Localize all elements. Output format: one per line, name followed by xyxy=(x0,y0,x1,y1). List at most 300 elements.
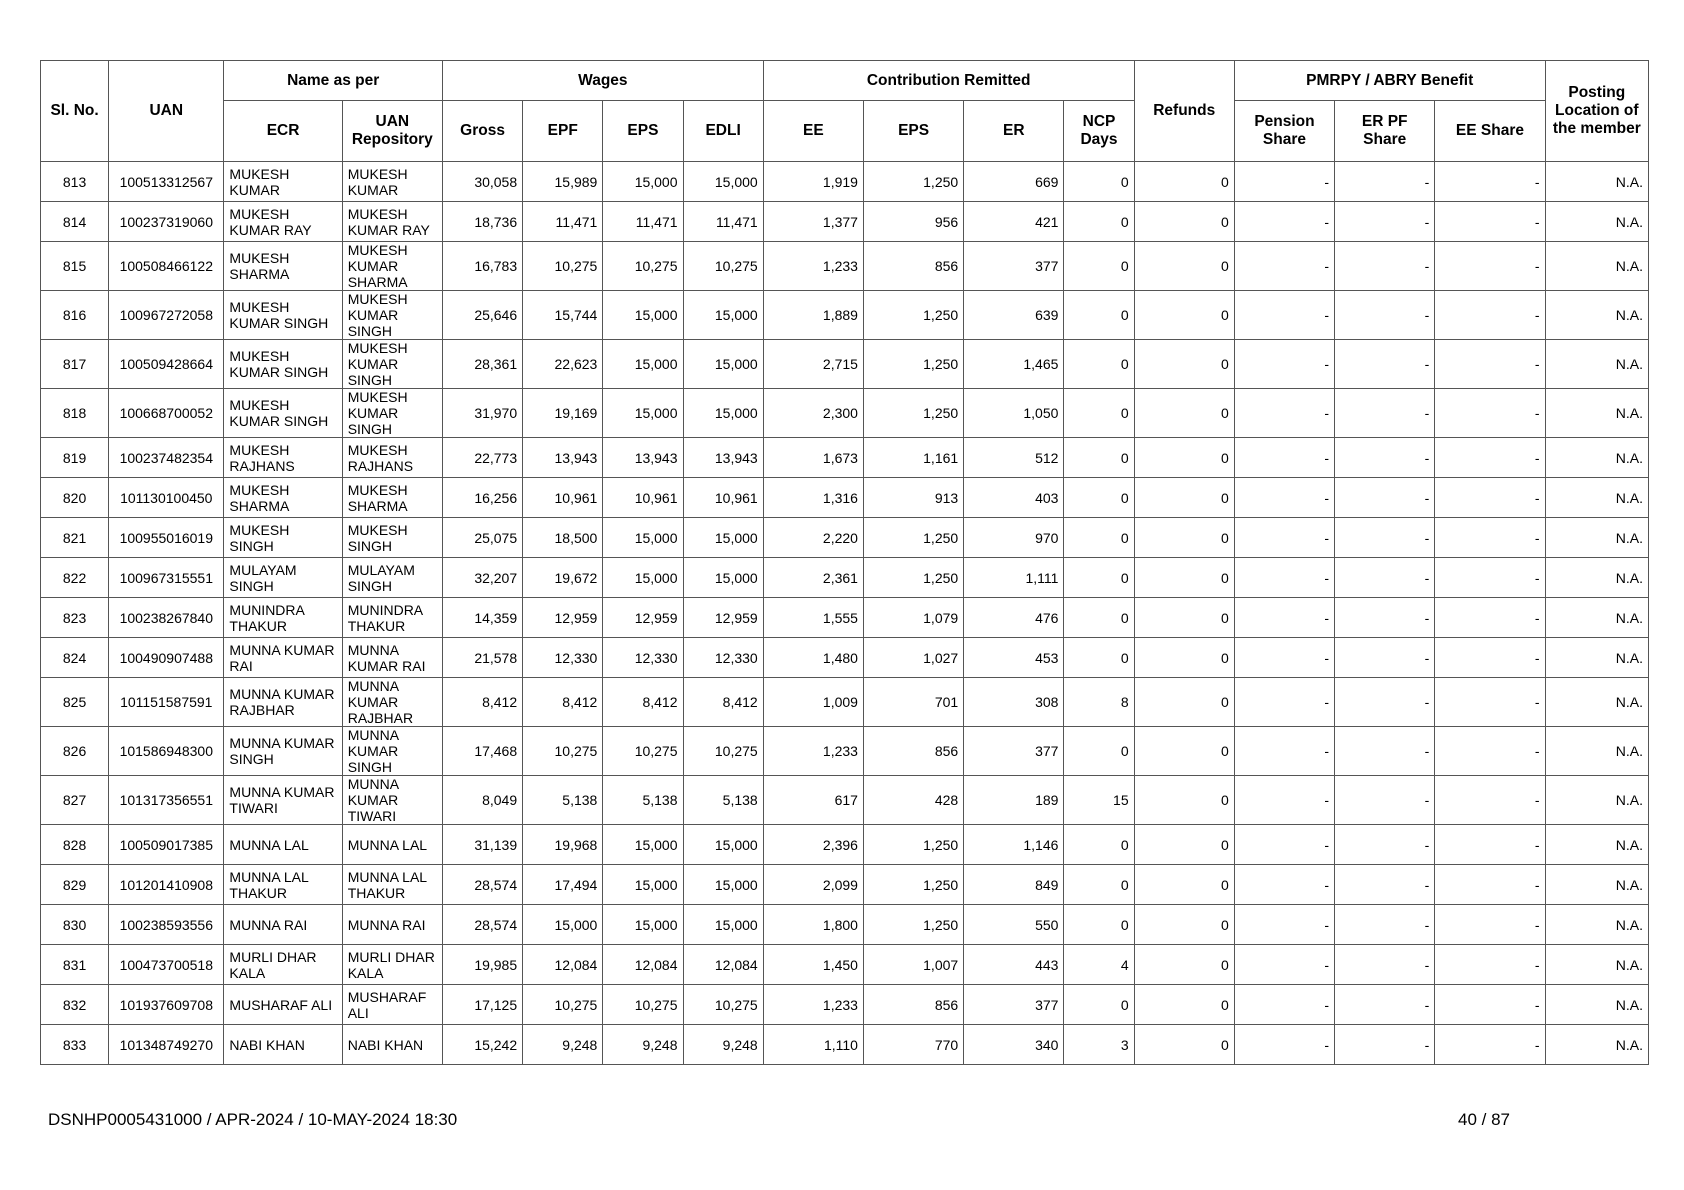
header-epf: EPF xyxy=(523,101,603,162)
cell-sl-no: 830 xyxy=(41,905,109,945)
cell-contribution-eps: 956 xyxy=(863,202,963,242)
cell-er-pf-share: - xyxy=(1335,985,1435,1025)
cell-epf: 22,623 xyxy=(523,340,603,389)
header-ee: EE xyxy=(763,101,863,162)
cell-ecr-name: MUNNA KUMAR TIWARI xyxy=(224,776,342,825)
cell-sl-no: 814 xyxy=(41,202,109,242)
cell-uan: 100513312567 xyxy=(109,162,224,202)
table-row xyxy=(41,945,1649,985)
cell-contribution-eps: 1,027 xyxy=(863,638,963,678)
cell-ncp-days: 15 xyxy=(1064,776,1134,825)
table-row xyxy=(41,865,1649,905)
cell-ee-share: - xyxy=(1435,291,1545,340)
cell-ee-share: - xyxy=(1435,776,1545,825)
cell-epf: 19,169 xyxy=(523,389,603,438)
cell-refunds: 0 xyxy=(1134,242,1234,291)
cell-pension-share: - xyxy=(1234,678,1334,727)
cell-repo-name: MUNNA KUMAR RAI xyxy=(342,638,442,678)
cell-gross: 32,207 xyxy=(442,558,522,598)
cell-uan: 101348749270 xyxy=(109,1025,224,1065)
cell-er: 377 xyxy=(964,727,1064,776)
cell-pension-share: - xyxy=(1234,389,1334,438)
table-row xyxy=(41,202,1649,242)
cell-pension-share: - xyxy=(1234,945,1334,985)
cell-posting-location: N.A. xyxy=(1545,518,1648,558)
cell-ncp-days: 0 xyxy=(1064,340,1134,389)
cell-ee-share: - xyxy=(1435,865,1545,905)
table-row xyxy=(41,478,1649,518)
cell-pension-share: - xyxy=(1234,776,1334,825)
cell-ee-share: - xyxy=(1435,945,1545,985)
cell-ee-share: - xyxy=(1435,825,1545,865)
table-row xyxy=(41,558,1649,598)
cell-pension-share: - xyxy=(1234,985,1334,1025)
cell-refunds: 0 xyxy=(1134,389,1234,438)
cell-epf: 5,138 xyxy=(523,776,603,825)
cell-epf: 10,961 xyxy=(523,478,603,518)
table-row xyxy=(41,825,1649,865)
cell-epf: 9,248 xyxy=(523,1025,603,1065)
cell-edli: 15,000 xyxy=(683,291,763,340)
cell-sl-no: 831 xyxy=(41,945,109,985)
cell-pension-share: - xyxy=(1234,438,1334,478)
cell-ecr-name: MURLI DHAR KALA xyxy=(224,945,342,985)
cell-er-pf-share: - xyxy=(1335,678,1435,727)
cell-ee-share: - xyxy=(1435,558,1545,598)
header-gross: Gross xyxy=(442,101,522,162)
header-uan: UAN xyxy=(109,61,224,162)
cell-ecr-name: MUSHARAF ALI xyxy=(224,985,342,1025)
cell-ncp-days: 0 xyxy=(1064,727,1134,776)
cell-ee-share: - xyxy=(1435,727,1545,776)
cell-sl-no: 822 xyxy=(41,558,109,598)
cell-er: 421 xyxy=(964,202,1064,242)
cell-edli: 5,138 xyxy=(683,776,763,825)
cell-contribution-eps: 1,079 xyxy=(863,598,963,638)
cell-edli: 13,943 xyxy=(683,438,763,478)
cell-refunds: 0 xyxy=(1134,638,1234,678)
cell-gross: 16,256 xyxy=(442,478,522,518)
cell-er: 308 xyxy=(964,678,1064,727)
cell-ncp-days: 8 xyxy=(1064,678,1134,727)
cell-eps: 10,275 xyxy=(603,985,683,1025)
cell-gross: 17,468 xyxy=(442,727,522,776)
cell-uan: 100967272058 xyxy=(109,291,224,340)
cell-ncp-days: 4 xyxy=(1064,945,1134,985)
cell-eps: 8,412 xyxy=(603,678,683,727)
cell-posting-location: N.A. xyxy=(1545,865,1648,905)
cell-refunds: 0 xyxy=(1134,825,1234,865)
cell-er-pf-share: - xyxy=(1335,727,1435,776)
cell-uan: 101201410908 xyxy=(109,865,224,905)
cell-ecr-name: MUNNA LAL THAKUR xyxy=(224,865,342,905)
cell-sl-no: 813 xyxy=(41,162,109,202)
cell-er-pf-share: - xyxy=(1335,825,1435,865)
cell-pension-share: - xyxy=(1234,1025,1334,1065)
cell-ee: 1,316 xyxy=(763,478,863,518)
cell-ecr-name: MUNNA RAI xyxy=(224,905,342,945)
cell-ecr-name: MUKESH KUMAR SINGH xyxy=(224,340,342,389)
cell-epf: 15,000 xyxy=(523,905,603,945)
cell-posting-location: N.A. xyxy=(1545,291,1648,340)
header-wages: Wages xyxy=(442,61,763,101)
cell-contribution-eps: 1,250 xyxy=(863,558,963,598)
cell-refunds: 0 xyxy=(1134,291,1234,340)
header-ee-share: EE Share xyxy=(1435,101,1545,162)
cell-refunds: 0 xyxy=(1134,518,1234,558)
cell-posting-location: N.A. xyxy=(1545,1025,1648,1065)
cell-ee: 2,715 xyxy=(763,340,863,389)
cell-er-pf-share: - xyxy=(1335,291,1435,340)
cell-ecr-name: MUNNA LAL xyxy=(224,825,342,865)
table-row xyxy=(41,678,1649,727)
cell-epf: 10,275 xyxy=(523,985,603,1025)
cell-er: 849 xyxy=(964,865,1064,905)
cell-refunds: 0 xyxy=(1134,678,1234,727)
cell-er-pf-share: - xyxy=(1335,1025,1435,1065)
cell-er: 340 xyxy=(964,1025,1064,1065)
cell-er-pf-share: - xyxy=(1335,478,1435,518)
cell-refunds: 0 xyxy=(1134,865,1234,905)
table-body xyxy=(41,162,1649,1065)
cell-edli: 15,000 xyxy=(683,825,763,865)
cell-ecr-name: MUKESH RAJHANS xyxy=(224,438,342,478)
cell-gross: 22,773 xyxy=(442,438,522,478)
cell-eps: 10,275 xyxy=(603,727,683,776)
cell-ncp-days: 0 xyxy=(1064,202,1134,242)
cell-ee-share: - xyxy=(1435,1025,1545,1065)
header-sl-no: Sl. No. xyxy=(41,61,109,162)
cell-er-pf-share: - xyxy=(1335,242,1435,291)
cell-er: 1,111 xyxy=(964,558,1064,598)
cell-ncp-days: 0 xyxy=(1064,558,1134,598)
cell-ee: 1,233 xyxy=(763,242,863,291)
cell-ecr-name: MUNNA KUMAR RAI xyxy=(224,638,342,678)
cell-edli: 12,330 xyxy=(683,638,763,678)
cell-edli: 12,959 xyxy=(683,598,763,638)
cell-refunds: 0 xyxy=(1134,202,1234,242)
header-posting-location: Posting Location of the member xyxy=(1545,61,1648,162)
header-er: ER xyxy=(964,101,1064,162)
cell-er-pf-share: - xyxy=(1335,598,1435,638)
cell-gross: 19,985 xyxy=(442,945,522,985)
cell-repo-name: MURLI DHAR KALA xyxy=(342,945,442,985)
cell-uan: 100238593556 xyxy=(109,905,224,945)
cell-posting-location: N.A. xyxy=(1545,478,1648,518)
cell-edli: 10,275 xyxy=(683,242,763,291)
cell-epf: 15,989 xyxy=(523,162,603,202)
cell-er-pf-share: - xyxy=(1335,518,1435,558)
cell-edli: 9,248 xyxy=(683,1025,763,1065)
cell-eps: 15,000 xyxy=(603,905,683,945)
cell-epf: 15,744 xyxy=(523,291,603,340)
cell-contribution-eps: 856 xyxy=(863,242,963,291)
table-row xyxy=(41,242,1649,291)
cell-ee: 1,233 xyxy=(763,727,863,776)
cell-gross: 28,574 xyxy=(442,905,522,945)
cell-ee-share: - xyxy=(1435,518,1545,558)
cell-uan: 100473700518 xyxy=(109,945,224,985)
cell-gross: 28,361 xyxy=(442,340,522,389)
cell-posting-location: N.A. xyxy=(1545,340,1648,389)
cell-epf: 11,471 xyxy=(523,202,603,242)
cell-contribution-eps: 770 xyxy=(863,1025,963,1065)
cell-repo-name: MUNNA KUMAR RAJBHAR xyxy=(342,678,442,727)
cell-posting-location: N.A. xyxy=(1545,776,1648,825)
cell-sl-no: 828 xyxy=(41,825,109,865)
cell-contribution-eps: 1,250 xyxy=(863,291,963,340)
cell-ee: 1,233 xyxy=(763,985,863,1025)
cell-posting-location: N.A. xyxy=(1545,905,1648,945)
cell-er: 512 xyxy=(964,438,1064,478)
cell-ecr-name: NABI KHAN xyxy=(224,1025,342,1065)
cell-sl-no: 820 xyxy=(41,478,109,518)
cell-repo-name: MUKESH SINGH xyxy=(342,518,442,558)
header-er-pf-share: ER PF Share xyxy=(1335,101,1435,162)
cell-refunds: 0 xyxy=(1134,905,1234,945)
cell-ee: 2,099 xyxy=(763,865,863,905)
cell-repo-name: MUKESH KUMAR SINGH xyxy=(342,291,442,340)
cell-repo-name: MUNINDRA THAKUR xyxy=(342,598,442,638)
cell-refunds: 0 xyxy=(1134,727,1234,776)
cell-sl-no: 826 xyxy=(41,727,109,776)
table-row xyxy=(41,598,1649,638)
cell-edli: 15,000 xyxy=(683,340,763,389)
cell-uan: 100237482354 xyxy=(109,438,224,478)
cell-repo-name: MUSHARAF ALI xyxy=(342,985,442,1025)
cell-ecr-name: MUNNA KUMAR RAJBHAR xyxy=(224,678,342,727)
cell-er: 1,050 xyxy=(964,389,1064,438)
cell-ncp-days: 0 xyxy=(1064,291,1134,340)
cell-uan: 101317356551 xyxy=(109,776,224,825)
cell-ee-share: - xyxy=(1435,162,1545,202)
cell-eps: 12,959 xyxy=(603,598,683,638)
cell-contribution-eps: 1,007 xyxy=(863,945,963,985)
cell-er: 550 xyxy=(964,905,1064,945)
cell-repo-name: MUNNA LAL xyxy=(342,825,442,865)
cell-sl-no: 832 xyxy=(41,985,109,1025)
cell-gross: 28,574 xyxy=(442,865,522,905)
cell-posting-location: N.A. xyxy=(1545,389,1648,438)
table-row xyxy=(41,518,1649,558)
cell-uan: 100237319060 xyxy=(109,202,224,242)
cell-ee-share: - xyxy=(1435,389,1545,438)
cell-refunds: 0 xyxy=(1134,1025,1234,1065)
cell-epf: 12,330 xyxy=(523,638,603,678)
cell-repo-name: MUKESH RAJHANS xyxy=(342,438,442,478)
table-row xyxy=(41,638,1649,678)
cell-eps: 15,000 xyxy=(603,558,683,598)
cell-ncp-days: 0 xyxy=(1064,162,1134,202)
cell-ecr-name: MUKESH SHARMA xyxy=(224,478,342,518)
header-refunds: Refunds xyxy=(1134,61,1234,162)
cell-sl-no: 818 xyxy=(41,389,109,438)
cell-eps: 15,000 xyxy=(603,291,683,340)
cell-er-pf-share: - xyxy=(1335,865,1435,905)
cell-ee: 2,220 xyxy=(763,518,863,558)
cell-ecr-name: MUNNA KUMAR SINGH xyxy=(224,727,342,776)
header-ncp-days: NCP Days xyxy=(1064,101,1134,162)
cell-ncp-days: 0 xyxy=(1064,478,1134,518)
table-row xyxy=(41,291,1649,340)
cell-er-pf-share: - xyxy=(1335,638,1435,678)
cell-ee-share: - xyxy=(1435,202,1545,242)
cell-pension-share: - xyxy=(1234,727,1334,776)
cell-ee-share: - xyxy=(1435,905,1545,945)
cell-gross: 25,646 xyxy=(442,291,522,340)
cell-sl-no: 825 xyxy=(41,678,109,727)
header-uan-repository: UAN Repository xyxy=(342,101,442,162)
cell-edli: 15,000 xyxy=(683,162,763,202)
cell-posting-location: N.A. xyxy=(1545,727,1648,776)
cell-er-pf-share: - xyxy=(1335,905,1435,945)
cell-posting-location: N.A. xyxy=(1545,638,1648,678)
cell-eps: 10,275 xyxy=(603,242,683,291)
cell-repo-name: MUKESH KUMAR xyxy=(342,162,442,202)
cell-repo-name: MUNNA LAL THAKUR xyxy=(342,865,442,905)
cell-ncp-days: 3 xyxy=(1064,1025,1134,1065)
cell-er-pf-share: - xyxy=(1335,389,1435,438)
cell-er: 1,146 xyxy=(964,825,1064,865)
cell-er: 377 xyxy=(964,985,1064,1025)
cell-refunds: 0 xyxy=(1134,478,1234,518)
cell-er: 443 xyxy=(964,945,1064,985)
table-row xyxy=(41,162,1649,202)
cell-ee: 1,800 xyxy=(763,905,863,945)
cell-posting-location: N.A. xyxy=(1545,242,1648,291)
cell-ee-share: - xyxy=(1435,678,1545,727)
cell-posting-location: N.A. xyxy=(1545,558,1648,598)
cell-repo-name: NABI KHAN xyxy=(342,1025,442,1065)
cell-pension-share: - xyxy=(1234,825,1334,865)
cell-er-pf-share: - xyxy=(1335,438,1435,478)
cell-ecr-name: MUKESH KUMAR xyxy=(224,162,342,202)
cell-edli: 15,000 xyxy=(683,558,763,598)
cell-er: 476 xyxy=(964,598,1064,638)
cell-eps: 15,000 xyxy=(603,162,683,202)
cell-edli: 11,471 xyxy=(683,202,763,242)
header-pmrpy: PMRPY / ABRY Benefit xyxy=(1234,61,1545,101)
cell-eps: 15,000 xyxy=(603,389,683,438)
cell-ncp-days: 0 xyxy=(1064,865,1134,905)
cell-gross: 21,578 xyxy=(442,638,522,678)
cell-ee-share: - xyxy=(1435,242,1545,291)
cell-ee: 1,889 xyxy=(763,291,863,340)
cell-repo-name: MUKESH KUMAR SINGH xyxy=(342,340,442,389)
cell-ee: 2,300 xyxy=(763,389,863,438)
cell-ee: 1,110 xyxy=(763,1025,863,1065)
cell-contribution-eps: 1,250 xyxy=(863,162,963,202)
cell-ee: 2,396 xyxy=(763,825,863,865)
cell-pension-share: - xyxy=(1234,905,1334,945)
cell-posting-location: N.A. xyxy=(1545,825,1648,865)
cell-contribution-eps: 1,250 xyxy=(863,340,963,389)
cell-edli: 15,000 xyxy=(683,389,763,438)
cell-repo-name: MUKESH KUMAR RAY xyxy=(342,202,442,242)
cell-ncp-days: 0 xyxy=(1064,985,1134,1025)
cell-uan: 100509428664 xyxy=(109,340,224,389)
cell-contribution-eps: 1,161 xyxy=(863,438,963,478)
cell-edli: 15,000 xyxy=(683,865,763,905)
cell-ee: 1,377 xyxy=(763,202,863,242)
cell-sl-no: 823 xyxy=(41,598,109,638)
cell-contribution-eps: 428 xyxy=(863,776,963,825)
cell-repo-name: MUKESH KUMAR SINGH xyxy=(342,389,442,438)
cell-pension-share: - xyxy=(1234,202,1334,242)
cell-ee-share: - xyxy=(1435,478,1545,518)
cell-er: 1,465 xyxy=(964,340,1064,389)
cell-er: 669 xyxy=(964,162,1064,202)
cell-ee: 617 xyxy=(763,776,863,825)
cell-gross: 17,125 xyxy=(442,985,522,1025)
cell-gross: 15,242 xyxy=(442,1025,522,1065)
cell-posting-location: N.A. xyxy=(1545,945,1648,985)
cell-pension-share: - xyxy=(1234,291,1334,340)
cell-epf: 17,494 xyxy=(523,865,603,905)
cell-edli: 15,000 xyxy=(683,518,763,558)
cell-repo-name: MUNNA KUMAR SINGH xyxy=(342,727,442,776)
cell-uan: 100508466122 xyxy=(109,242,224,291)
cell-ncp-days: 0 xyxy=(1064,242,1134,291)
cell-ecr-name: MULAYAM SINGH xyxy=(224,558,342,598)
cell-refunds: 0 xyxy=(1134,598,1234,638)
cell-eps: 15,000 xyxy=(603,340,683,389)
cell-er-pf-share: - xyxy=(1335,162,1435,202)
cell-sl-no: 815 xyxy=(41,242,109,291)
header-pension-share: Pension Share xyxy=(1234,101,1334,162)
cell-pension-share: - xyxy=(1234,558,1334,598)
cell-eps: 5,138 xyxy=(603,776,683,825)
cell-repo-name: MULAYAM SINGH xyxy=(342,558,442,598)
cell-posting-location: N.A. xyxy=(1545,202,1648,242)
cell-repo-name: MUNNA RAI xyxy=(342,905,442,945)
table-row xyxy=(41,340,1649,389)
cell-ee: 1,673 xyxy=(763,438,863,478)
cell-sl-no: 819 xyxy=(41,438,109,478)
cell-eps: 13,943 xyxy=(603,438,683,478)
cell-contribution-eps: 856 xyxy=(863,985,963,1025)
cell-pension-share: - xyxy=(1234,865,1334,905)
cell-epf: 10,275 xyxy=(523,242,603,291)
cell-posting-location: N.A. xyxy=(1545,162,1648,202)
cell-ecr-name: MUKESH SINGH xyxy=(224,518,342,558)
cell-epf: 19,672 xyxy=(523,558,603,598)
cell-ee: 1,480 xyxy=(763,638,863,678)
cell-edli: 15,000 xyxy=(683,905,763,945)
table-row xyxy=(41,727,1649,776)
cell-er-pf-share: - xyxy=(1335,202,1435,242)
cell-uan: 100509017385 xyxy=(109,825,224,865)
cell-contribution-eps: 1,250 xyxy=(863,905,963,945)
cell-contribution-eps: 701 xyxy=(863,678,963,727)
header-contribution-remitted: Contribution Remitted xyxy=(763,61,1134,101)
cell-pension-share: - xyxy=(1234,340,1334,389)
cell-gross: 8,412 xyxy=(442,678,522,727)
cell-epf: 12,959 xyxy=(523,598,603,638)
cell-epf: 19,968 xyxy=(523,825,603,865)
cell-refunds: 0 xyxy=(1134,945,1234,985)
cell-edli: 10,961 xyxy=(683,478,763,518)
cell-posting-location: N.A. xyxy=(1545,438,1648,478)
cell-er: 403 xyxy=(964,478,1064,518)
cell-uan: 101151587591 xyxy=(109,678,224,727)
cell-sl-no: 817 xyxy=(41,340,109,389)
cell-contribution-eps: 1,250 xyxy=(863,865,963,905)
cell-sl-no: 827 xyxy=(41,776,109,825)
cell-eps: 15,000 xyxy=(603,825,683,865)
cell-ee: 1,450 xyxy=(763,945,863,985)
cell-posting-location: N.A. xyxy=(1545,678,1648,727)
